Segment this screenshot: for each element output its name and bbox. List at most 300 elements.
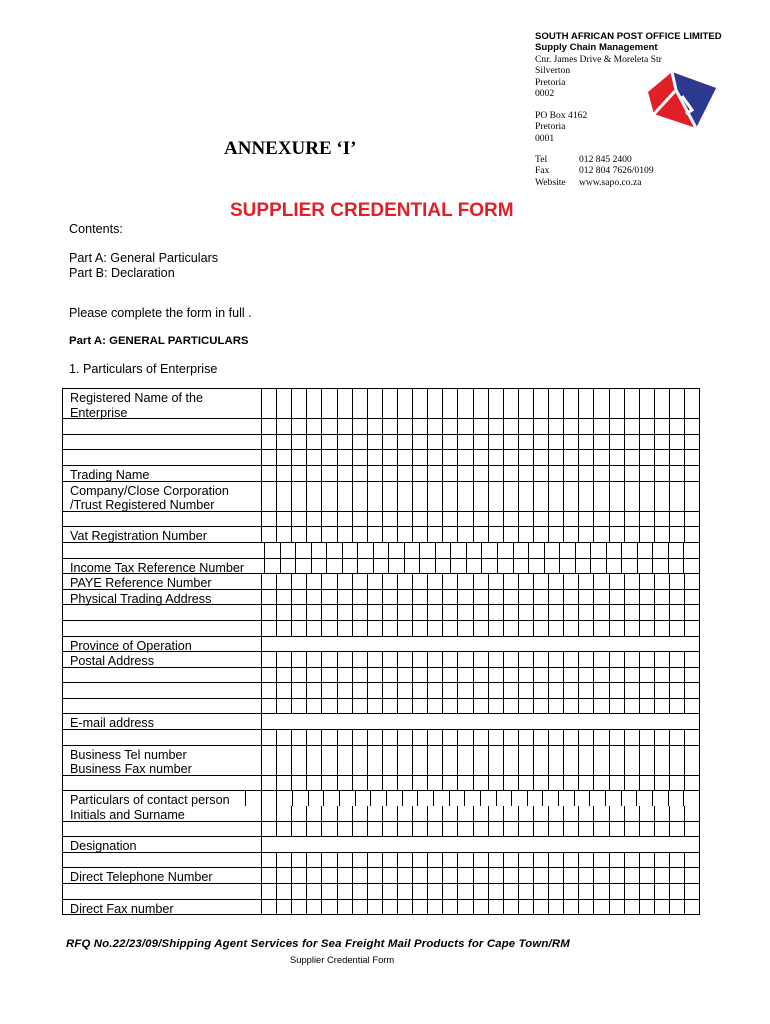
registered-name-input[interactable] bbox=[261, 435, 699, 450]
char-box[interactable] bbox=[382, 776, 397, 791]
char-box[interactable] bbox=[654, 746, 669, 761]
postal-address-input[interactable] bbox=[261, 652, 699, 667]
char-box[interactable] bbox=[306, 868, 321, 883]
char-box[interactable] bbox=[654, 668, 669, 683]
char-box[interactable] bbox=[533, 389, 548, 404]
char-box[interactable] bbox=[337, 900, 352, 915]
char-box[interactable] bbox=[669, 404, 684, 419]
char-box[interactable] bbox=[654, 419, 669, 434]
char-box[interactable] bbox=[457, 699, 472, 714]
char-box[interactable] bbox=[609, 605, 624, 620]
char-box[interactable] bbox=[518, 419, 533, 434]
char-box[interactable] bbox=[548, 590, 563, 605]
char-box[interactable] bbox=[306, 435, 321, 450]
char-box[interactable] bbox=[397, 621, 412, 636]
char-box[interactable] bbox=[352, 512, 367, 527]
char-box[interactable] bbox=[412, 868, 427, 883]
char-box[interactable] bbox=[518, 776, 533, 791]
char-box[interactable] bbox=[609, 389, 624, 404]
char-box[interactable] bbox=[306, 668, 321, 683]
char-box[interactable] bbox=[563, 776, 578, 791]
char-box[interactable] bbox=[276, 884, 291, 899]
char-box[interactable] bbox=[488, 496, 503, 511]
char-box[interactable] bbox=[321, 652, 336, 667]
char-box[interactable] bbox=[533, 512, 548, 527]
char-box[interactable] bbox=[457, 760, 472, 775]
char-box[interactable] bbox=[621, 791, 637, 806]
char-box[interactable] bbox=[412, 699, 427, 714]
char-box[interactable] bbox=[427, 699, 442, 714]
char-box[interactable] bbox=[337, 466, 352, 481]
char-box[interactable] bbox=[412, 746, 427, 761]
char-box[interactable] bbox=[639, 419, 654, 434]
char-box[interactable] bbox=[321, 435, 336, 450]
char-box[interactable] bbox=[544, 559, 560, 574]
char-box[interactable] bbox=[563, 868, 578, 883]
char-box[interactable] bbox=[518, 404, 533, 419]
char-box[interactable] bbox=[397, 884, 412, 899]
char-box[interactable] bbox=[427, 590, 442, 605]
char-box[interactable] bbox=[669, 699, 684, 714]
char-box[interactable] bbox=[417, 791, 433, 806]
char-box[interactable] bbox=[321, 621, 336, 636]
char-box[interactable] bbox=[473, 482, 488, 497]
char-box[interactable] bbox=[654, 806, 669, 821]
char-box[interactable] bbox=[548, 683, 563, 698]
char-box[interactable] bbox=[442, 605, 457, 620]
char-box[interactable] bbox=[639, 683, 654, 698]
char-box[interactable] bbox=[503, 590, 518, 605]
char-box[interactable] bbox=[412, 730, 427, 745]
char-box[interactable] bbox=[503, 512, 518, 527]
char-box[interactable] bbox=[593, 683, 608, 698]
char-box[interactable] bbox=[321, 683, 336, 698]
char-box[interactable] bbox=[548, 868, 563, 883]
char-box[interactable] bbox=[367, 760, 382, 775]
char-box[interactable] bbox=[503, 760, 518, 775]
trading-name-input[interactable] bbox=[261, 450, 699, 465]
char-box[interactable] bbox=[382, 496, 397, 511]
char-box[interactable] bbox=[466, 559, 482, 574]
char-box[interactable] bbox=[488, 450, 503, 465]
char-box[interactable] bbox=[339, 791, 355, 806]
char-box[interactable] bbox=[295, 559, 311, 574]
char-box[interactable] bbox=[563, 527, 578, 542]
char-box[interactable] bbox=[337, 512, 352, 527]
char-box[interactable] bbox=[321, 482, 336, 497]
char-box[interactable] bbox=[291, 760, 306, 775]
char-box[interactable] bbox=[321, 419, 336, 434]
char-box[interactable] bbox=[367, 435, 382, 450]
char-box[interactable] bbox=[326, 559, 342, 574]
char-box[interactable] bbox=[466, 543, 482, 558]
char-box[interactable] bbox=[669, 730, 684, 745]
char-box[interactable] bbox=[518, 760, 533, 775]
char-box[interactable] bbox=[548, 652, 563, 667]
char-box[interactable] bbox=[593, 699, 608, 714]
char-box[interactable] bbox=[261, 574, 276, 589]
char-box[interactable] bbox=[427, 435, 442, 450]
char-box[interactable] bbox=[306, 730, 321, 745]
char-box[interactable] bbox=[637, 559, 653, 574]
char-box[interactable] bbox=[367, 496, 382, 511]
char-box[interactable] bbox=[442, 668, 457, 683]
char-box[interactable] bbox=[291, 389, 306, 404]
char-box[interactable] bbox=[533, 776, 548, 791]
char-box[interactable] bbox=[593, 868, 608, 883]
char-box[interactable] bbox=[412, 590, 427, 605]
char-box[interactable] bbox=[488, 482, 503, 497]
income-tax-input[interactable] bbox=[264, 543, 699, 558]
char-box[interactable] bbox=[533, 482, 548, 497]
char-box[interactable] bbox=[621, 543, 637, 558]
char-box[interactable] bbox=[606, 559, 622, 574]
char-box[interactable] bbox=[427, 730, 442, 745]
char-box[interactable] bbox=[306, 900, 321, 915]
char-box[interactable] bbox=[412, 450, 427, 465]
char-box[interactable] bbox=[321, 527, 336, 542]
char-box[interactable] bbox=[669, 590, 684, 605]
char-box[interactable] bbox=[464, 791, 480, 806]
char-box[interactable] bbox=[533, 806, 548, 821]
char-box[interactable] bbox=[488, 574, 503, 589]
char-box[interactable] bbox=[291, 668, 306, 683]
char-box[interactable] bbox=[548, 776, 563, 791]
contact-person-input[interactable] bbox=[245, 791, 699, 806]
char-box[interactable] bbox=[321, 512, 336, 527]
char-box[interactable] bbox=[639, 621, 654, 636]
char-box[interactable] bbox=[412, 884, 427, 899]
char-box[interactable] bbox=[578, 450, 593, 465]
char-box[interactable] bbox=[457, 806, 472, 821]
char-box[interactable] bbox=[488, 512, 503, 527]
char-box[interactable] bbox=[427, 574, 442, 589]
char-box[interactable] bbox=[306, 776, 321, 791]
char-box[interactable] bbox=[684, 853, 699, 868]
char-box[interactable] bbox=[352, 404, 367, 419]
char-box[interactable] bbox=[291, 683, 306, 698]
char-box[interactable] bbox=[578, 621, 593, 636]
char-box[interactable] bbox=[352, 683, 367, 698]
char-box[interactable] bbox=[593, 884, 608, 899]
char-box[interactable] bbox=[513, 559, 529, 574]
char-box[interactable] bbox=[684, 435, 699, 450]
char-box[interactable] bbox=[609, 776, 624, 791]
char-box[interactable] bbox=[652, 791, 668, 806]
char-box[interactable] bbox=[548, 512, 563, 527]
char-box[interactable] bbox=[306, 389, 321, 404]
char-box[interactable] bbox=[321, 605, 336, 620]
char-box[interactable] bbox=[397, 482, 412, 497]
char-box[interactable] bbox=[639, 822, 654, 837]
char-box[interactable] bbox=[367, 822, 382, 837]
char-box[interactable] bbox=[382, 853, 397, 868]
char-box[interactable] bbox=[548, 466, 563, 481]
char-box[interactable] bbox=[669, 760, 684, 775]
char-box[interactable] bbox=[609, 806, 624, 821]
char-box[interactable] bbox=[578, 512, 593, 527]
char-box[interactable] bbox=[367, 900, 382, 915]
char-box[interactable] bbox=[518, 482, 533, 497]
char-box[interactable] bbox=[624, 605, 639, 620]
char-box[interactable] bbox=[654, 404, 669, 419]
char-box[interactable] bbox=[449, 791, 465, 806]
char-box[interactable] bbox=[654, 730, 669, 745]
char-box[interactable] bbox=[367, 482, 382, 497]
char-box[interactable] bbox=[337, 450, 352, 465]
char-box[interactable] bbox=[388, 559, 404, 574]
char-box[interactable] bbox=[427, 404, 442, 419]
char-box[interactable] bbox=[503, 419, 518, 434]
char-box[interactable] bbox=[533, 760, 548, 775]
char-box[interactable] bbox=[382, 590, 397, 605]
char-box[interactable] bbox=[397, 466, 412, 481]
char-box[interactable] bbox=[533, 404, 548, 419]
char-box[interactable] bbox=[639, 590, 654, 605]
char-box[interactable] bbox=[473, 466, 488, 481]
char-box[interactable] bbox=[639, 746, 654, 761]
char-box[interactable] bbox=[427, 668, 442, 683]
char-box[interactable] bbox=[518, 730, 533, 745]
char-box[interactable] bbox=[337, 527, 352, 542]
char-box[interactable] bbox=[563, 590, 578, 605]
char-box[interactable] bbox=[548, 668, 563, 683]
char-box[interactable] bbox=[355, 791, 371, 806]
char-box[interactable] bbox=[291, 699, 306, 714]
char-box[interactable] bbox=[321, 466, 336, 481]
char-box[interactable] bbox=[503, 668, 518, 683]
char-box[interactable] bbox=[291, 512, 306, 527]
char-box[interactable] bbox=[292, 791, 308, 806]
char-box[interactable] bbox=[412, 466, 427, 481]
char-box[interactable] bbox=[412, 776, 427, 791]
char-box[interactable] bbox=[352, 699, 367, 714]
char-box[interactable] bbox=[654, 605, 669, 620]
char-box[interactable] bbox=[488, 760, 503, 775]
char-box[interactable] bbox=[412, 512, 427, 527]
char-box[interactable] bbox=[382, 900, 397, 915]
char-box[interactable] bbox=[373, 543, 389, 558]
char-box[interactable] bbox=[578, 776, 593, 791]
char-box[interactable] bbox=[311, 559, 327, 574]
email-input[interactable] bbox=[261, 714, 699, 729]
char-box[interactable] bbox=[337, 853, 352, 868]
char-box[interactable] bbox=[544, 543, 560, 558]
char-box[interactable] bbox=[609, 884, 624, 899]
char-box[interactable] bbox=[593, 605, 608, 620]
char-box[interactable] bbox=[609, 853, 624, 868]
char-box[interactable] bbox=[609, 683, 624, 698]
char-box[interactable] bbox=[442, 435, 457, 450]
char-box[interactable] bbox=[397, 527, 412, 542]
char-box[interactable] bbox=[337, 435, 352, 450]
char-box[interactable] bbox=[442, 884, 457, 899]
char-box[interactable] bbox=[518, 466, 533, 481]
char-box[interactable] bbox=[589, 791, 605, 806]
char-box[interactable] bbox=[488, 776, 503, 791]
char-box[interactable] bbox=[352, 621, 367, 636]
char-box[interactable] bbox=[321, 450, 336, 465]
char-box[interactable] bbox=[488, 466, 503, 481]
char-box[interactable] bbox=[513, 543, 529, 558]
char-box[interactable] bbox=[684, 806, 699, 821]
char-box[interactable] bbox=[291, 730, 306, 745]
char-box[interactable] bbox=[488, 868, 503, 883]
char-box[interactable] bbox=[609, 621, 624, 636]
char-box[interactable] bbox=[382, 512, 397, 527]
char-box[interactable] bbox=[563, 496, 578, 511]
char-box[interactable] bbox=[291, 527, 306, 542]
char-box[interactable] bbox=[382, 668, 397, 683]
char-box[interactable] bbox=[276, 435, 291, 450]
direct-tel-input[interactable] bbox=[261, 868, 699, 883]
char-box[interactable] bbox=[669, 746, 684, 761]
char-box[interactable] bbox=[261, 806, 276, 821]
char-box[interactable] bbox=[503, 652, 518, 667]
char-box[interactable] bbox=[412, 574, 427, 589]
char-box[interactable] bbox=[367, 730, 382, 745]
char-box[interactable] bbox=[488, 853, 503, 868]
char-box[interactable] bbox=[427, 760, 442, 775]
char-box[interactable] bbox=[578, 760, 593, 775]
char-box[interactable] bbox=[669, 466, 684, 481]
char-box[interactable] bbox=[367, 806, 382, 821]
char-box[interactable] bbox=[518, 621, 533, 636]
char-box[interactable] bbox=[291, 466, 306, 481]
char-box[interactable] bbox=[488, 884, 503, 899]
char-box[interactable] bbox=[367, 621, 382, 636]
char-box[interactable] bbox=[624, 822, 639, 837]
char-box[interactable] bbox=[578, 746, 593, 761]
char-box[interactable] bbox=[518, 746, 533, 761]
char-box[interactable] bbox=[352, 450, 367, 465]
char-box[interactable] bbox=[397, 605, 412, 620]
char-box[interactable] bbox=[654, 683, 669, 698]
char-box[interactable] bbox=[503, 482, 518, 497]
char-box[interactable] bbox=[321, 822, 336, 837]
char-box[interactable] bbox=[382, 450, 397, 465]
char-box[interactable] bbox=[548, 822, 563, 837]
char-box[interactable] bbox=[457, 652, 472, 667]
char-box[interactable] bbox=[457, 450, 472, 465]
char-box[interactable] bbox=[559, 559, 575, 574]
char-box[interactable] bbox=[497, 543, 513, 558]
physical-address-input[interactable] bbox=[261, 621, 699, 636]
char-box[interactable] bbox=[261, 466, 276, 481]
char-box[interactable] bbox=[442, 527, 457, 542]
char-box[interactable] bbox=[684, 389, 699, 404]
char-box[interactable] bbox=[457, 527, 472, 542]
char-box[interactable] bbox=[321, 884, 336, 899]
char-box[interactable] bbox=[337, 419, 352, 434]
char-box[interactable] bbox=[397, 450, 412, 465]
char-box[interactable] bbox=[503, 900, 518, 915]
char-box[interactable] bbox=[593, 404, 608, 419]
char-box[interactable] bbox=[518, 822, 533, 837]
physical-address-input[interactable] bbox=[261, 590, 699, 605]
char-box[interactable] bbox=[503, 806, 518, 821]
char-box[interactable] bbox=[606, 543, 622, 558]
char-box[interactable] bbox=[473, 806, 488, 821]
char-box[interactable] bbox=[306, 404, 321, 419]
char-box[interactable] bbox=[276, 389, 291, 404]
char-box[interactable] bbox=[457, 466, 472, 481]
char-box[interactable] bbox=[473, 853, 488, 868]
direct-fax-input[interactable] bbox=[261, 884, 699, 899]
char-box[interactable] bbox=[427, 419, 442, 434]
char-box[interactable] bbox=[533, 853, 548, 868]
char-box[interactable] bbox=[639, 404, 654, 419]
char-box[interactable] bbox=[276, 496, 291, 511]
char-box[interactable] bbox=[291, 776, 306, 791]
char-box[interactable] bbox=[367, 605, 382, 620]
char-box[interactable] bbox=[397, 683, 412, 698]
char-box[interactable] bbox=[578, 590, 593, 605]
char-box[interactable] bbox=[264, 559, 280, 574]
char-box[interactable] bbox=[578, 496, 593, 511]
char-box[interactable] bbox=[548, 806, 563, 821]
char-box[interactable] bbox=[306, 450, 321, 465]
char-box[interactable] bbox=[261, 746, 276, 761]
char-box[interactable] bbox=[503, 868, 518, 883]
char-box[interactable] bbox=[533, 496, 548, 511]
char-box[interactable] bbox=[321, 699, 336, 714]
char-box[interactable] bbox=[473, 683, 488, 698]
char-box[interactable] bbox=[533, 900, 548, 915]
char-box[interactable] bbox=[397, 730, 412, 745]
direct-tel-input[interactable] bbox=[261, 853, 699, 868]
char-box[interactable] bbox=[397, 496, 412, 511]
char-box[interactable] bbox=[412, 404, 427, 419]
char-box[interactable] bbox=[261, 527, 276, 542]
char-box[interactable] bbox=[261, 419, 276, 434]
char-box[interactable] bbox=[291, 900, 306, 915]
char-box[interactable] bbox=[382, 652, 397, 667]
char-box[interactable] bbox=[639, 389, 654, 404]
char-box[interactable] bbox=[442, 730, 457, 745]
char-box[interactable] bbox=[639, 900, 654, 915]
char-box[interactable] bbox=[337, 776, 352, 791]
char-box[interactable] bbox=[291, 746, 306, 761]
char-box[interactable] bbox=[639, 574, 654, 589]
char-box[interactable] bbox=[367, 466, 382, 481]
char-box[interactable] bbox=[654, 574, 669, 589]
char-box[interactable] bbox=[578, 806, 593, 821]
char-box[interactable] bbox=[503, 776, 518, 791]
char-box[interactable] bbox=[427, 806, 442, 821]
char-box[interactable] bbox=[639, 605, 654, 620]
char-box[interactable] bbox=[261, 683, 276, 698]
char-box[interactable] bbox=[473, 389, 488, 404]
char-box[interactable] bbox=[291, 590, 306, 605]
char-box[interactable] bbox=[609, 746, 624, 761]
char-box[interactable] bbox=[624, 760, 639, 775]
char-box[interactable] bbox=[337, 496, 352, 511]
char-box[interactable] bbox=[382, 404, 397, 419]
char-box[interactable] bbox=[624, 652, 639, 667]
char-box[interactable] bbox=[450, 543, 466, 558]
char-box[interactable] bbox=[397, 419, 412, 434]
char-box[interactable] bbox=[321, 574, 336, 589]
char-box[interactable] bbox=[337, 605, 352, 620]
char-box[interactable] bbox=[684, 760, 699, 775]
char-box[interactable] bbox=[488, 699, 503, 714]
char-box[interactable] bbox=[442, 512, 457, 527]
char-box[interactable] bbox=[276, 822, 291, 837]
char-box[interactable] bbox=[654, 776, 669, 791]
char-box[interactable] bbox=[669, 419, 684, 434]
char-box[interactable] bbox=[412, 527, 427, 542]
